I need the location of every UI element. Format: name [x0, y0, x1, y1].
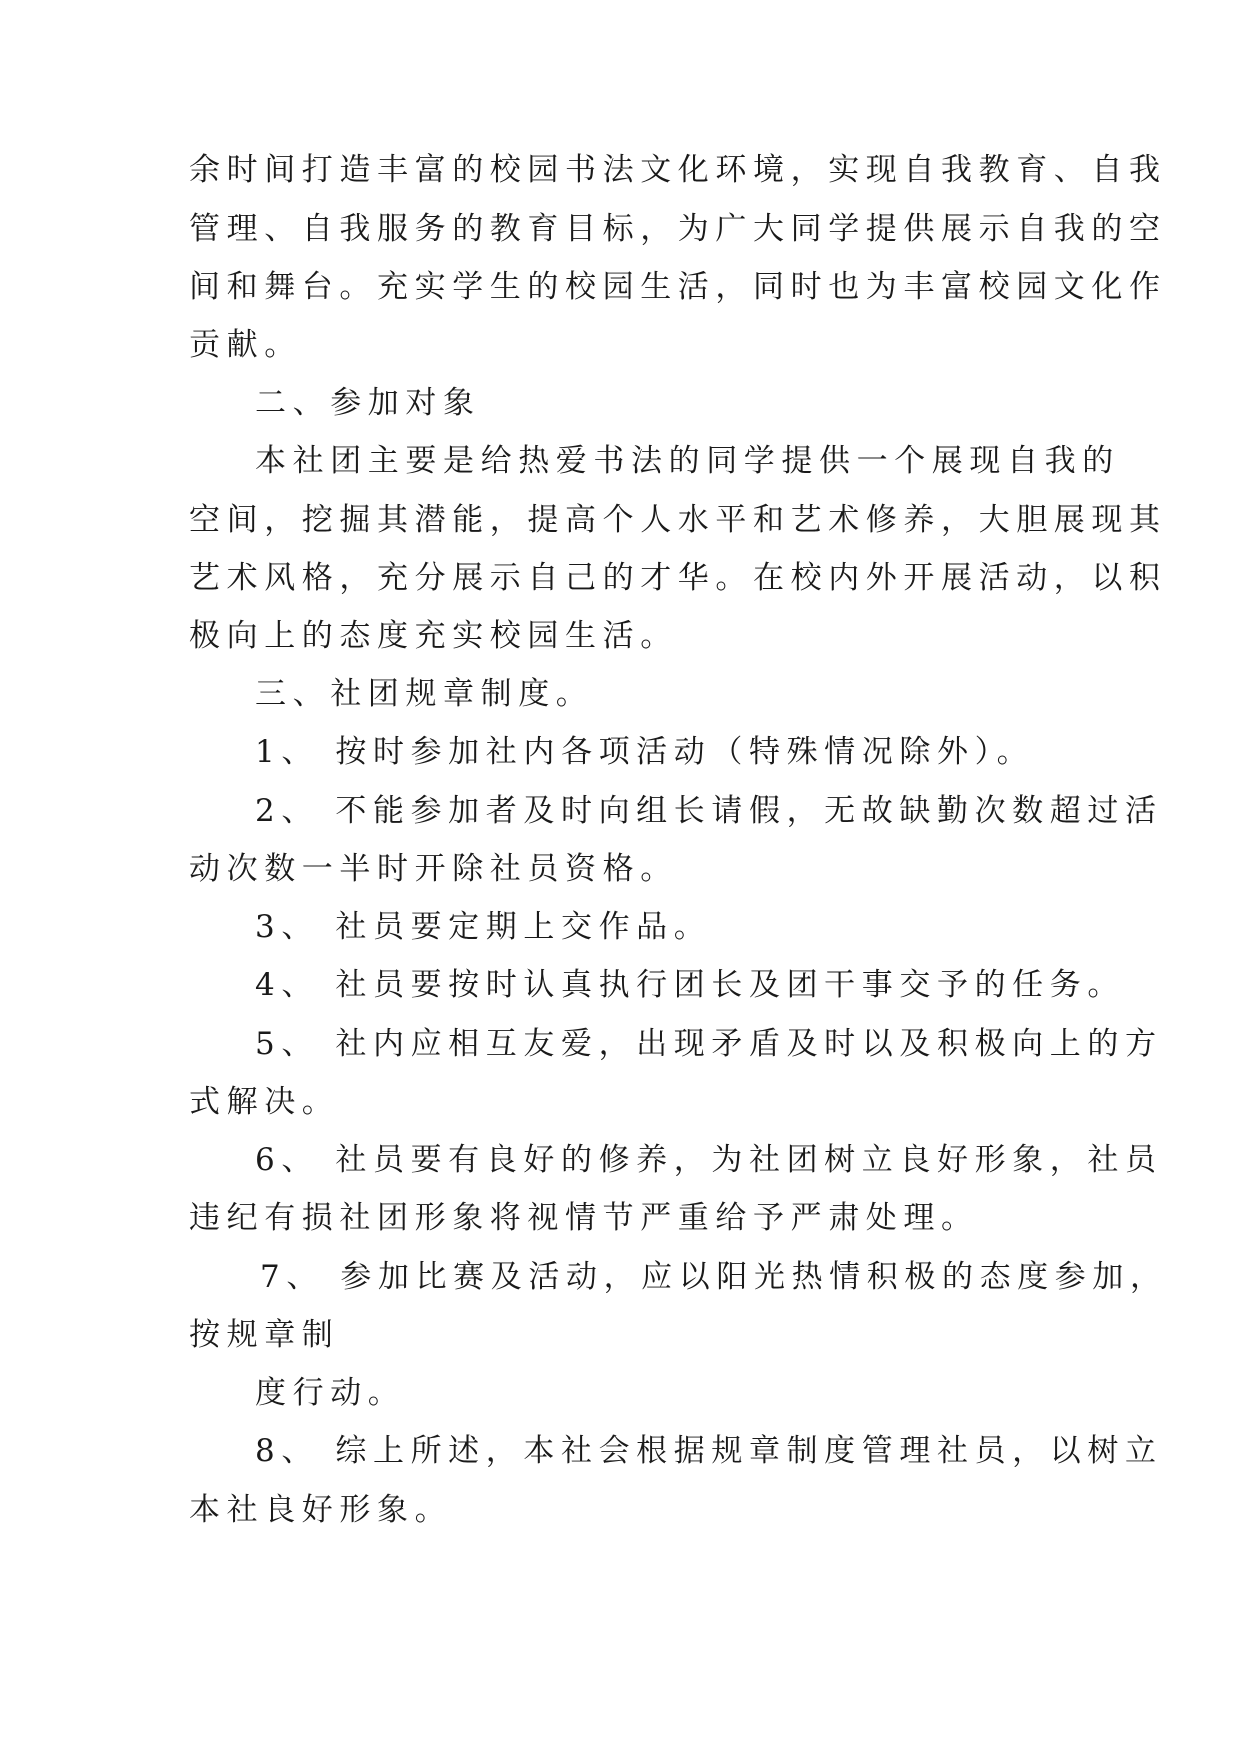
paragraph-line: 间和舞台。充实学生的校园生活，同时也为丰富校园文化作: [189, 269, 1167, 305]
list-item-continuation: 式解决。: [189, 1084, 340, 1120]
list-item-continuation: 动次数一半时开除社员资格。: [189, 851, 678, 887]
paragraph-line: 贡献。: [189, 327, 302, 363]
list-item: 2、 不能参加者及时向组长请假，无故缺勤次数超过活: [255, 793, 1163, 829]
list-item: 1、 按时参加社内各项活动（特殊情况除外）。: [255, 734, 1035, 770]
paragraph-line: 余时间打造丰富的校园书法文化环境，实现自我教育、自我: [189, 152, 1167, 188]
section-heading: 三、社团规章制度。: [255, 676, 594, 712]
section-heading: 二、参加对象: [255, 385, 481, 421]
list-item-continuation: 违纪有损社团形象将视情节严重给予严肃处理。: [189, 1200, 979, 1236]
list-item: 7、 参加比赛及活动，应以阳光热情积极的态度参加，: [260, 1259, 1168, 1295]
list-item: 8、 综上所述，本社会根据规章制度管理社员，以树立: [255, 1433, 1163, 1469]
paragraph-line: 艺术风格，充分展示自己的才华。在校内外开展活动，以积: [189, 560, 1167, 596]
list-item: 5、 社内应相互友爱，出现矛盾及时以及积极向上的方: [255, 1026, 1163, 1062]
paragraph-line: 极向上的态度充实校园生活。: [189, 618, 678, 654]
paragraph-line: 管理、自我服务的教育目标，为广大同学提供展示自我的空: [189, 211, 1167, 247]
list-item: 3、 社员要定期上交作品。: [255, 909, 712, 945]
paragraph-line: 空间，挖掘其潜能，提高个人水平和艺术修养，大胆展现其: [189, 502, 1167, 538]
list-item: 4、 社员要按时认真执行团长及团干事交予的任务。: [255, 967, 1125, 1003]
list-item: 6、 社员要有良好的修养，为社团树立良好形象，社员: [255, 1142, 1163, 1178]
list-item-continuation: 按规章制: [189, 1317, 340, 1353]
paragraph-line: 本社团主要是给热爱书法的同学提供一个展现自我的: [255, 443, 1120, 479]
list-item-continuation: 度行动。: [255, 1375, 406, 1411]
list-item-continuation: 本社良好形象。: [189, 1492, 453, 1528]
